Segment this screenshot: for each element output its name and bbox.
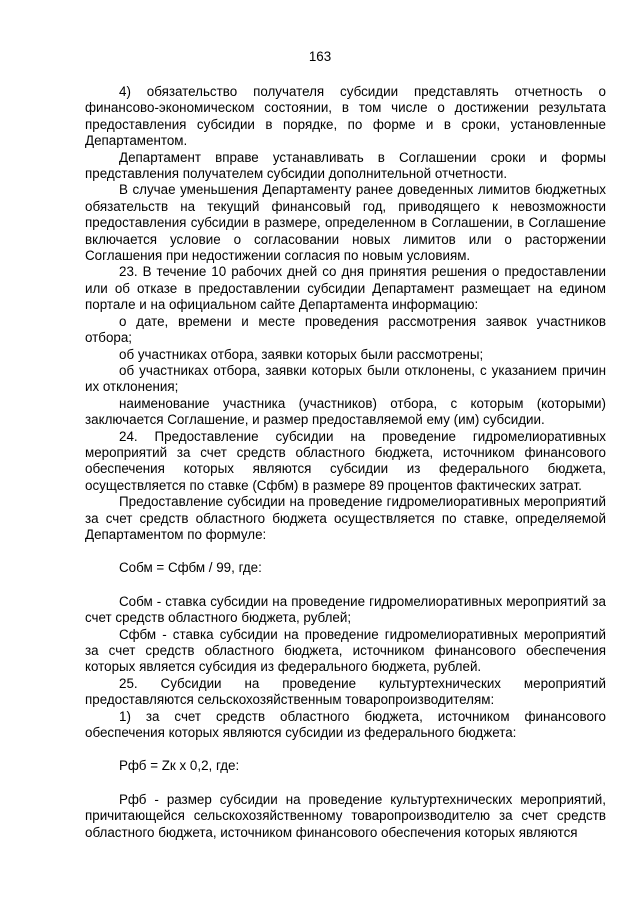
paragraph: Департамент вправе устанавливать в Соглашении сроки и формы представления получателем субсидии дополнительной отчетности. [85,149,606,182]
paragraph: Сфбм - ставка субсидии на проведение гидромелиоративных мероприятий за счет средств областного бюджета, источником финансового обеспечения которых является субсидия из федерального бюджета, рублей. [85,626,606,675]
paragraph: 25. Субсидии на проведение культуртехнических мероприятий предоставляются сельскохозяйственным товаропроизводителям: [85,675,606,708]
paragraph: об участниках отбора, заявки которых были отклонены, с указанием причин их отклонения; [85,362,606,395]
document-body [85,84,606,841]
paragraph: Рфб - размер субсидии на проведение культуртехнических мероприятий, причитающейся сельскохозяйственному товаропроизводителю за счет средств областного бюджета, источником финансового обеспечения которых являются [85,791,606,840]
paragraph: Предоставление субсидии на проведение гидромелиоративных мероприятий за счет средств областного бюджета осуществляется по ставке, определяемой Департаментом по формуле: [85,494,606,542]
paragraph: об участниках отбора, заявки которых были рассмотрены; [119,346,484,362]
paragraph: 4) обязательство получателя субсидии представлять отчетность о финансово-экономическом состоянии, в том числе о достижении результата предоставления субсидии в порядке, по форме и в сроки, установленные Департаментом. [85,84,606,149]
page-number: 163 [308,49,332,64]
paragraph: 24. Предоставление субсидии на проведение гидромелиоративных мероприятий за счет средств областного бюджета, источником финансового обеспечения которых являются субсидии из федерального бюджета, осуществляется по ставке (Сфбм) в размере 89 процентов фактических затрат. [85,428,606,493]
formula: Рфб = Zк x 0,2, где: [119,758,240,774]
paragraph: наименование участника (участников) отбора, с которым (которыми) заключается Соглашение, и размер предоставляемой ему (им) субсидии. [85,395,606,428]
formula: Собм = Сфбм / 99, где: [119,560,262,576]
paragraph: 1) за счет средств областного бюджета, источником финансового обеспечения которых являются субсидии из федерального бюджета: [85,708,606,741]
paragraph: о дате, времени и месте проведения рассмотрения заявок участников отбора; [85,313,606,346]
paragraph: 23. В течение 10 рабочих дней со дня принятия решения о предоставлении или об отказе в предоставлении субсидии Департамент размещает на едином портале и на официальном сайте Департамента информацию: [85,264,606,313]
paragraph: Собм - ставка субсидии на проведение гидромелиоративных мероприятий за счет средств областного бюджета, рублей; [85,593,606,626]
paragraph: В случае уменьшения Департаменту ранее доведенных лимитов бюджетных обязательств на текущий финансовый год, приводящего к невозможности предоставления субсидии в размере, определенном в Соглашении, в Соглашение включается условие о согласовании новых лимитов или о расторжении Соглашения при недостижении согласия по новым условиям. [85,182,606,264]
